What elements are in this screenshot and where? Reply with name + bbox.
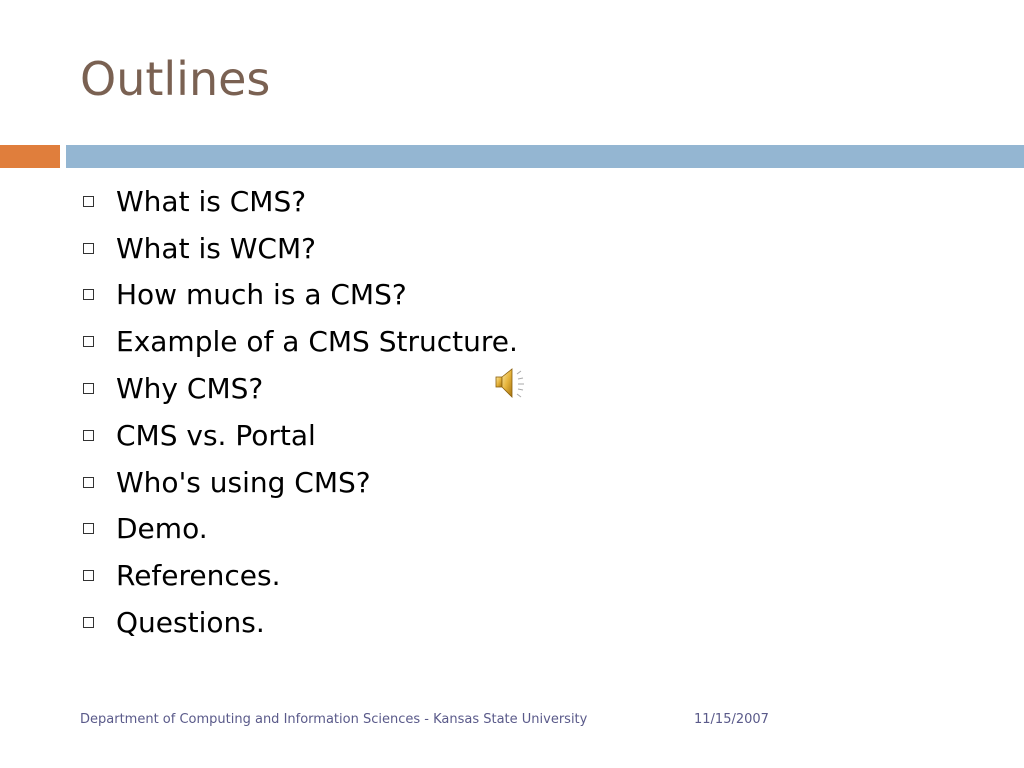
bullet-item <box>82 365 518 412</box>
title-divider-bar <box>66 145 1024 168</box>
bullet-list <box>82 178 518 646</box>
bullet-item <box>82 459 518 506</box>
square-bullet-icon <box>83 243 94 254</box>
bullet-item <box>82 225 518 272</box>
bullet-item <box>82 599 518 646</box>
bullet-item <box>82 318 518 365</box>
square-bullet-icon <box>83 383 94 394</box>
square-bullet-icon <box>83 523 94 534</box>
bullet-text: How much is a CMS? <box>116 278 407 312</box>
square-bullet-icon <box>83 617 94 628</box>
square-bullet-icon <box>83 570 94 581</box>
square-bullet-icon <box>83 477 94 488</box>
bullet-text: References. <box>116 559 281 593</box>
bullet-item <box>82 272 518 319</box>
footer-department: Department of Computing and Information Sciences - Kansas State University <box>80 712 588 727</box>
accent-bar <box>0 145 60 168</box>
bullet-text: Example of a CMS Structure. <box>116 325 518 359</box>
square-bullet-icon <box>83 336 94 347</box>
bullet-item <box>82 552 518 599</box>
slide-title: Outlines <box>80 52 271 106</box>
bullet-item <box>82 412 518 459</box>
bullet-text: CMS vs. Portal <box>116 418 316 452</box>
speaker-icon-graphic <box>494 366 530 400</box>
square-bullet-icon <box>83 196 94 207</box>
bullet-item <box>82 178 518 225</box>
bullet-text: Questions. <box>116 606 265 640</box>
square-bullet-icon <box>83 430 94 441</box>
footer-date: 11/15/2007 <box>694 712 769 727</box>
bullet-item <box>82 506 518 553</box>
speaker-icon[interactable] <box>494 366 530 400</box>
square-bullet-icon <box>83 289 94 300</box>
bullet-text: What is CMS? <box>116 184 307 218</box>
bullet-text: What is WCM? <box>116 231 316 265</box>
bullet-text: Why CMS? <box>116 372 264 406</box>
bullet-text: Demo. <box>116 512 208 546</box>
bullet-text: Who's using CMS? <box>116 465 371 499</box>
